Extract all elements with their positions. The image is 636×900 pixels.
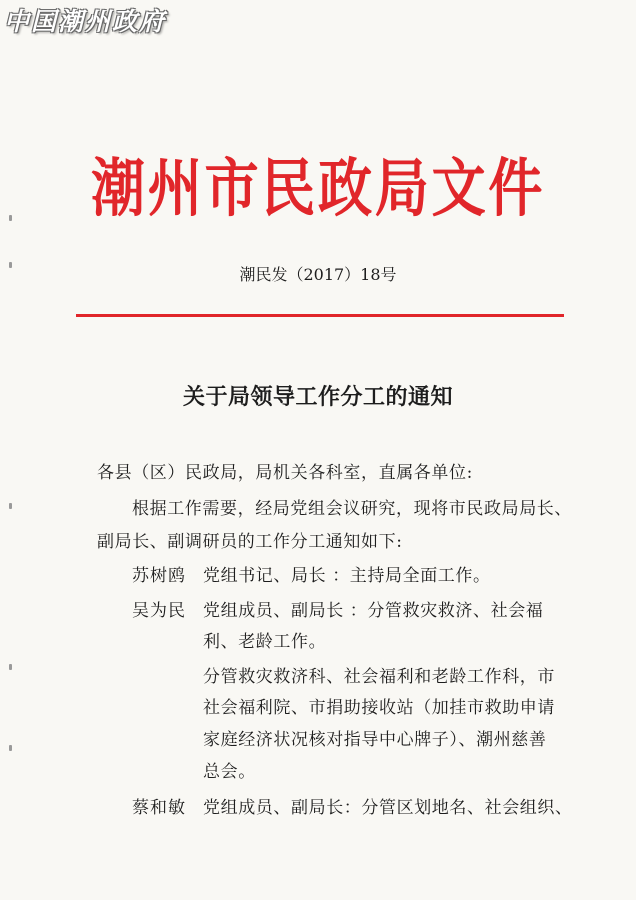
document-masthead: 潮州市民政局文件	[90, 151, 546, 225]
leader-duty-line: 分管救灾救济科、社会福利和老龄工作科，市	[203, 667, 555, 687]
leader-duty-line: 总会。	[203, 762, 256, 782]
salutation: 各县（区）民政局，局机关各科室，直属各单位:	[97, 463, 473, 483]
notice-title: 关于局领导工作分工的通知	[182, 384, 453, 410]
leader-duty-line: 利、老龄工作。	[203, 632, 327, 652]
red-divider-line	[76, 314, 564, 317]
leader-name: 蔡和敏	[132, 798, 186, 818]
binding-mark	[9, 503, 12, 509]
watermark-logo: 中国潮州政府	[4, 7, 167, 36]
binding-mark	[9, 745, 12, 751]
document-number: 潮民发（2017）18号	[239, 265, 397, 284]
leader-duty-line: 党组成员、副局长：分管区划地名、社会组织、	[203, 798, 573, 818]
leader-name: 吴为民	[132, 601, 186, 621]
binding-mark	[9, 664, 12, 670]
intro-line-1: 根据工作需要，经局党组会议研究，现将市民政局局长、	[132, 499, 572, 519]
intro-line-2: 副局长、副调研员的工作分工通知如下:	[97, 532, 403, 552]
leader-duty-line: 党组成员、副局长 ：分管救灾救济、社会福	[203, 601, 544, 621]
leader-duty-line: 家庭经济状况核对指导中心牌子）、潮州慈善	[203, 730, 547, 750]
binding-mark	[9, 262, 12, 268]
leader-name: 苏树鸥	[132, 566, 186, 586]
leader-duty-line: 党组书记、局长 ：主持局全面工作。	[203, 566, 491, 586]
leader-duty-line: 社会福利院、市捐助接收站（加挂市救助申请	[203, 698, 555, 718]
binding-mark	[9, 215, 12, 221]
